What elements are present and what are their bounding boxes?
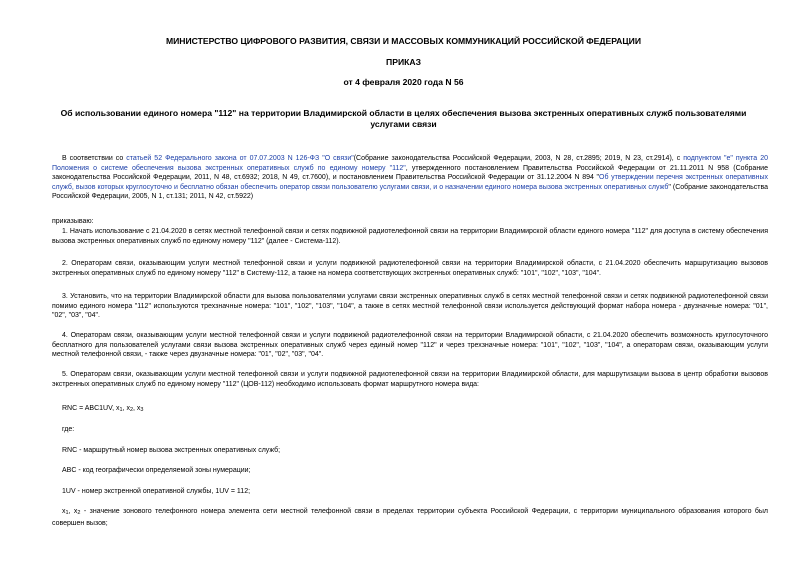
item-2 xyxy=(52,259,768,278)
definition-x: x1, x2 - значение зонового телефонного номера элемента сети местной телефонной связи в пределах территории субъекта Российской Федерации, с территории муниципального образования которого был совершен вызов; xyxy=(52,508,768,527)
definition-x-text: - значение зонового телефонного номера элемента сети местной телефонной связи в пределах территории субъекта Российской Федерации, с территории муниципального образования которого был совершен вызов; xyxy=(52,508,768,527)
item-5-text: 5. Операторам связи, оказывающим услуги местной телефонной связи и услуги подвижной радиотелефонной связи на территории Владимирской области, для маршрутизации вызова в центр обработки вызовов экстренных оперативных служб по единому номеру "112" (ЦОВ-112) необходимо использовать формат маршрутного номера вида: xyxy=(52,371,768,388)
doc-date: от 4 февраля 2020 года N 56 xyxy=(343,77,464,87)
item-3-text: 3. Установить, что на территории Владимирской области для вызова пользователями услугами связи экстренных оперативных служб в сетях местной телефонной связи и сетях подвижной радиотелефонной связи помимо единого номера "112" используются трехзначные номера: "101", "102", "103", "104", а также в сетях местной телефонной связи используется действующий формат набора номера - двузначные номера: "01", "02", "03", "04". xyxy=(52,293,768,320)
order-word: приказываю: xyxy=(52,218,94,225)
preamble-text-1: В соответствии со xyxy=(62,155,127,162)
item-5 xyxy=(52,370,768,389)
where-label: где: xyxy=(62,426,75,433)
regulation-link[interactable]: подпунктом "е" пункта 20 Положения о системе обеспечения вызова экстренных оперативных служб по единому номеру "112" xyxy=(52,155,768,172)
law-link[interactable]: статьей 52 Федерального закона от 07.07.2003 N 126-ФЗ "О связи" xyxy=(126,155,354,162)
definition-rnc: RNC - маршрутный номер вызова экстренных оперативных служб; xyxy=(62,447,281,454)
doc-type: ПРИКАЗ xyxy=(386,57,421,67)
definition-uv: 1UV - номер экстренной оперативной службы, 1UV = 112; xyxy=(62,488,251,495)
definition-abc: ABC - код географически определяемой зоны нумерации; xyxy=(62,467,251,474)
route-number-formula: RNC = ABC1UV, x1, x2, x3 xyxy=(62,405,144,413)
page-title: Об использовании единого номера "112" на территории Владимирской области в целях обеспечения вызова экстренных оперативных служб пользователями услугами связи xyxy=(60,108,747,129)
item-1-text: 1. Начать использование с 21.04.2020 в сетях местной телефонной связи и сетях подвижной радиотелефонной связи на территории Владимирской области единого номера "112" для доступа в систему обеспечения вызова экстренных оперативных служб по единому номеру "112" (далее - Система-112). xyxy=(52,228,768,245)
preamble-text-2: (Собрание законодательства Российской Федерации, 2003, N 28, ст.2895; 2019, N 23, ст.2914), с xyxy=(353,155,684,162)
item-1 xyxy=(52,227,768,246)
preamble xyxy=(52,154,768,202)
formula-prefix: RNC = ABC1UV xyxy=(62,405,113,412)
item-4-text: 4. Операторам связи, оказывающим услуги местной телефонной связи и услуги подвижной радиотелефонной связи на территории Владимирской области, с 21.04.2020 обеспечить возможность круглосуточного бесплатного для пользователей услугами связи вызова экстренных оперативных служб через единый номер "112" и через трехзначные номера: "101", "102", "103", "104", а операторам связи, оказывающим услуги местной телефонной связи, - также через двузначные номера: "01", "02", "03", "04". xyxy=(52,332,768,359)
item-2-text: 2. Операторам связи, оказывающим услуги местной телефонной связи и услуги подвижной радиотелефонной связи на территории Владимирской области, с 21.04.2020 обеспечить маршрутизацию вызовов экстренных оперативных служб по единому номеру "112" в Систему-112, а также на номера соответствующих экстренных оперативных служб: "101", "102", "103", "104". xyxy=(52,260,768,277)
item-3 xyxy=(52,292,768,321)
item-4 xyxy=(52,331,768,360)
services-list-link[interactable]: Об утверждении перечня экстренных оперативных служб, вызов которых круглосуточно и бесплатно обязан обеспечить оператор связи пользователю услугами связи, и о назначении единого номера вызова экстренных оперативных служб xyxy=(52,174,768,191)
ministry-heading: МИНИСТЕРСТВО ЦИФРОВОГО РАЗВИТИЯ, СВЯЗИ И МАССОВЫХ КОММУНИКАЦИЙ РОССИЙСКОЙ ФЕДЕРАЦИИ xyxy=(165,36,642,46)
preamble-text-4: " (Собрание законодательства Российской Федерации, 2005, N 1, ст.131; 2011, N 42, ст.5922) xyxy=(52,183,768,201)
preamble-text-3: , утвержденного постановлением Правительства Российской Федерации от 21.11.2011 N 958 (Собрание законодательства Российской Федерации, 2011, N 48, ст.6932; 2018, N 49, ст.7600), и постановлением Правительства Российской Федерации от 31.12.2004 N 894 " xyxy=(52,164,768,182)
